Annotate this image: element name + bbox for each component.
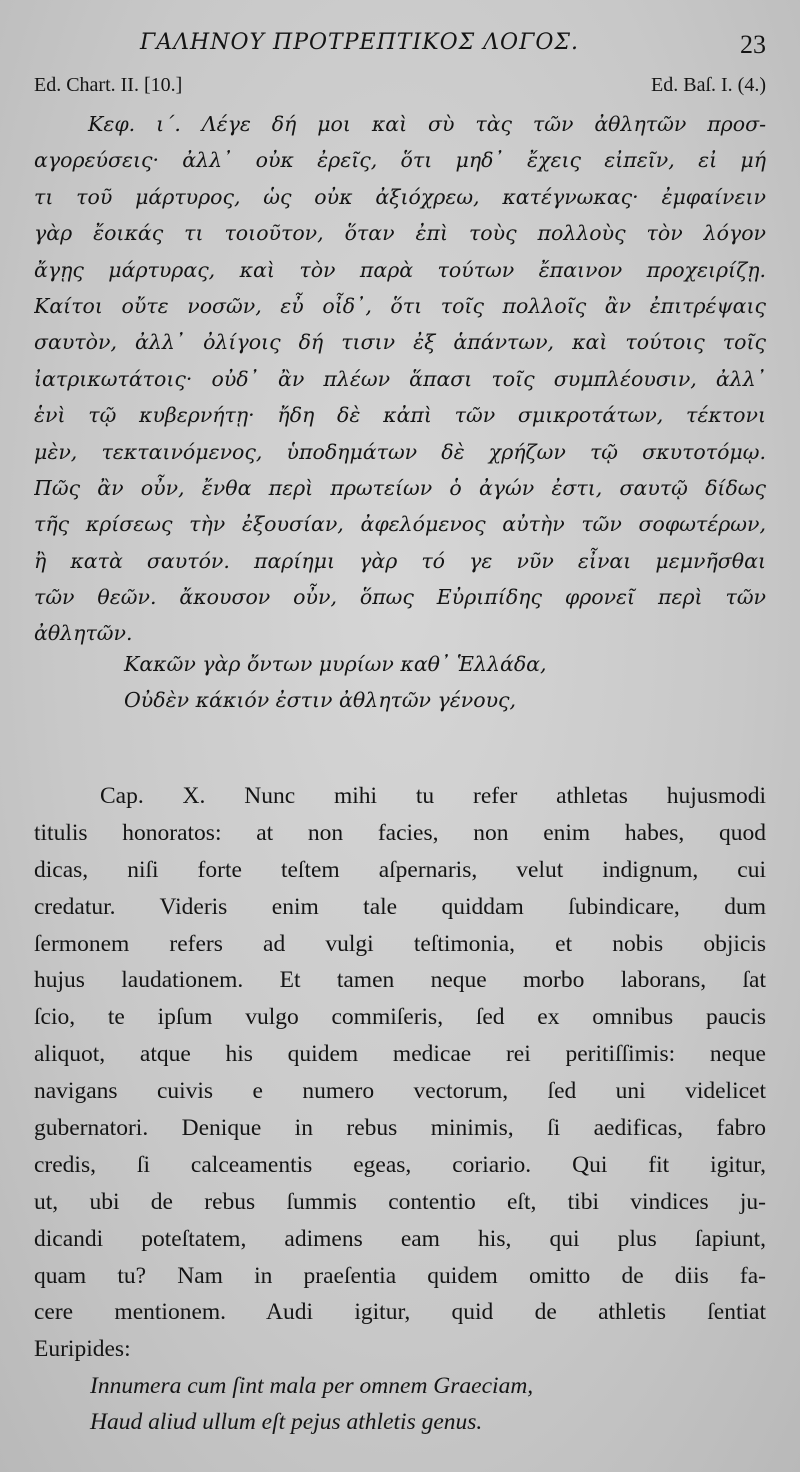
- greek-line: τῶν θεῶν. ἄκουσον οὖν, ὅπως Εὐριπίδης φρονεῖ περὶ τῶν: [34, 585, 766, 610]
- greek-line: Κεφ. ι΄. Λέγε δή μοι καὶ σὺ τὰς τῶν ἀθλητῶν προσ-: [88, 112, 766, 136]
- running-title: ΓΑΛΗΝΟΥ ΠΡΟΤΡΕΠΤΙΚΟΣ ΛΟΓΟΣ.: [140, 30, 579, 55]
- latin-line: ut, ubi de rebus ſummis contentio eſt, tibi vindices ju-: [34, 1188, 766, 1215]
- greek-line: μὲν, τεκταινόμενος, ὑποδημάτων δὲ χρήζων τῷ σκυτοτόμῳ.: [34, 439, 766, 464]
- greek-line: ἀθλητῶν.: [34, 621, 133, 646]
- greek-line: γὰρ ἔοικάς τι τοιοῦτον, ὅταν ἐπὶ τοὺς πολλοὺς τὸν λόγον: [34, 221, 766, 246]
- verse-line: Κακῶν γὰρ ὄντων μυρίων καθ᾽ Ἑλλάδα,: [124, 652, 547, 676]
- edition-references: [34, 74, 766, 102]
- latin-line: navigans cuivis e numero vectorum, ſed uni videlicet: [34, 1078, 766, 1105]
- greek-line: τι τοῦ μάρτυρος, ὡς οὐκ ἀξιόχρεω, κατέγνωκας· ἐμφαίνειν: [34, 184, 766, 209]
- greek-line: Καίτοι οὔτε νοσῶν, εὖ οἶδ᾽, ὅτι τοῖς πολλοῖς ἂν ἐπιτρέψαις: [34, 293, 766, 318]
- latin-line: ſermonem refers ad vulgi teſtimonia, et nobis objicis: [34, 930, 766, 957]
- latin-verse-quotation: [90, 1368, 770, 1440]
- latin-line: titulis honoratos: at non facies, non enim habes, quod: [34, 819, 766, 846]
- latin-text: [34, 778, 766, 1368]
- latin-line: gubernatori. Denique in rebus minimis, ſi aedificas, fabro: [34, 1115, 766, 1142]
- running-head: [0, 30, 800, 62]
- latin-line: cere mentionem. Audi igitur, quid de athletis ſentiat: [34, 1299, 766, 1326]
- latin-line: hujus laudationem. Et tamen neque morbo laborans, ſat: [34, 967, 766, 994]
- greek-text: [34, 106, 766, 652]
- greek-line: Πῶς ἂν οὖν, ἔνθα περὶ πρωτείων ὁ ἀγών ἐστι, σαυτῷ δίδως: [34, 475, 766, 500]
- greek-line: ἢ κατὰ σαυτόν. παρίημι γὰρ τό γε νῦν εἶναι μεμνῆσθαι: [34, 548, 766, 573]
- greek-line: αγορεύσεις· ἀλλ᾽ οὐκ ἐρεῖς, ὅτι μηδ᾽ ἔχεις εἰπεῖν, εἰ μή: [34, 148, 766, 173]
- latin-line: ſcio, te ipſum vulgo commiſeris, ſed ex omnibus paucis: [34, 1004, 766, 1031]
- greek-line: τῆς κρίσεως τὴν ἐξουσίαν, ἀφελόμενος αὐτὴν τῶν σοφωτέρων,: [34, 512, 766, 537]
- greek-line: ἄγῃς μάρτυρας, καὶ τὸν παρὰ τούτων ἔπαινον προχειρίζῃ.: [34, 257, 766, 282]
- latin-line: Cap. X. Nunc mihi tu refer athletas hujusmodi: [100, 783, 766, 809]
- greek-verse-quotation: [124, 646, 764, 718]
- greek-line: ἰατρικωτάτοις· οὐδ᾽ ἂν πλέων ἅπασι τοῖς συμπλέουσιν, ἀλλ᾽: [34, 366, 766, 391]
- latin-line: dicandi poteſtatem, adimens eam his, qui plus ſapiunt,: [34, 1225, 766, 1252]
- edition-basel-reference: Ed. Baſ. I. (4.): [651, 74, 766, 96]
- verse-line: Haud aliud ullum eſt pejus athletis genus.: [90, 1409, 483, 1435]
- verse-line: Οὐδὲν κάκιόν ἐστιν ἀθλητῶν γένους,: [124, 688, 517, 712]
- edition-chartier-reference: Ed. Chart. II. [10.]: [34, 74, 183, 96]
- page-number: 23: [740, 30, 766, 59]
- greek-line: ἑνὶ τῷ κυβερνήτῃ· ἤδη δὲ κἀπὶ τῶν σμικροτάτων, τέκτονι: [34, 403, 766, 428]
- verse-line: Innumera cum ſint mala per omnem Graeciam,: [90, 1373, 534, 1399]
- latin-line: dicas, niſi forte teſtem aſpernaris, velut indignum, cui: [34, 856, 766, 883]
- latin-line: credis, ſi calceamentis egeas, coriario. Qui fit igitur,: [34, 1151, 766, 1178]
- greek-line: σαυτὸν, ἀλλ᾽ ὀλίγοις δή τισιν ἐξ ἁπάντων, καὶ τούτοις τοῖς: [34, 330, 766, 355]
- latin-line: credatur. Videris enim tale quiddam ſubindicare, dum: [34, 893, 766, 920]
- latin-line: Euripides:: [34, 1336, 131, 1363]
- latin-line: quam tu? Nam in praeſentia quidem omitto de diis fa-: [34, 1262, 766, 1289]
- latin-line: aliquot, atque his quidem medicae rei peritiſſimis: neque: [34, 1041, 766, 1068]
